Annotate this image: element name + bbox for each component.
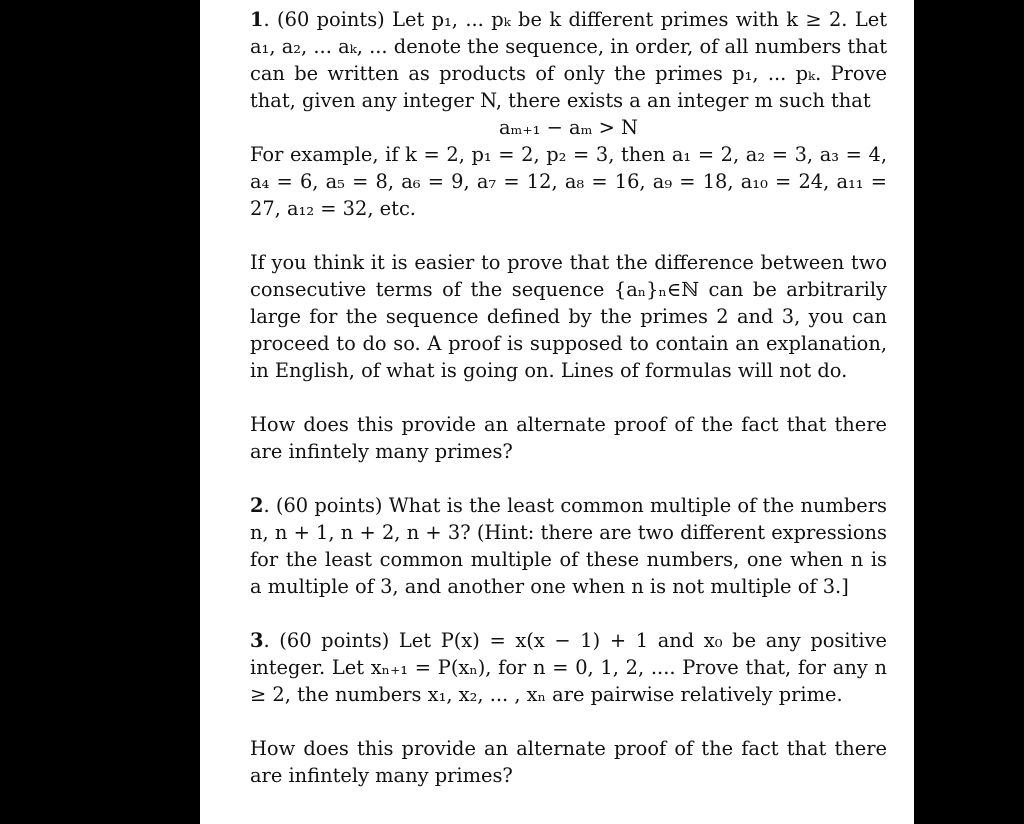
document-page [200, 0, 914, 824]
problem-2-text: . (60 points) What is the least common multiple of the numbers n, n + 1, n + 2, n + 3? (Hint: there are two different expressions for the least common multiple of these numbers, one when n is a multiple of 3, and another one when n is not multiple of 3.] [250, 494, 887, 598]
problem-1-followup: How does this provide an alternate proof of the fact that there are infintely many primes? [250, 413, 887, 463]
problem-3-followup: How does this provide an alternate proof of the fact that there are infintely many primes? [250, 737, 887, 787]
problem-2 [250, 492, 887, 600]
problem-1-intro [250, 6, 887, 114]
document-content [250, 6, 887, 789]
problem-1-example: For example, if k = 2, p₁ = 2, p₂ = 3, then a₁ = 2, a₂ = 3, a₃ = 4, a₄ = 6, a₅ = 8, a₆ = 9, a₇ = 12, a₈ = 16, a₉ = 18, a₁₀ = 24, a₁₁ = 27, a₁₂ = 32, etc. [250, 143, 887, 220]
problem-3-text: . (60 points) Let P(x) = x(x − 1) + 1 and x₀ be any positive integer. Let xₙ₊₁ = P(xₙ), for n = 0, 1, 2, .... Prove that, for any n ≥ 2, the numbers x₁, x₂, ... , xₙ are pairwise relatively prime. [250, 629, 887, 706]
problem-3-number: 3 [250, 629, 264, 652]
problem-1-note: If you think it is easier to prove that the difference between two consecutive terms of the sequence {aₙ}ₙ∈ℕ can be arbitrarily large for the sequence defined by the primes 2 and 3, you can proceed to do so. A proof is supposed to contain an explanation, in English, of what is going on. Lines of formulas will not do. [250, 251, 887, 382]
problem-1-number: 1 [250, 8, 264, 31]
problem-1-text: . (60 points) Let p₁, ... pₖ be k different primes with k ≥ 2. Let a₁, a₂, ... aₖ, ... denote the sequence, in order, of all numbers that can be written as products of only the primes p₁, ... pₖ. Prove that, given any integer N, there exists a an integer m such that [250, 8, 887, 112]
problem-3 [250, 627, 887, 708]
problem-2-number: 2 [250, 494, 264, 517]
problem-1-display-formula: aₘ₊₁ − aₘ > N [498, 116, 639, 139]
